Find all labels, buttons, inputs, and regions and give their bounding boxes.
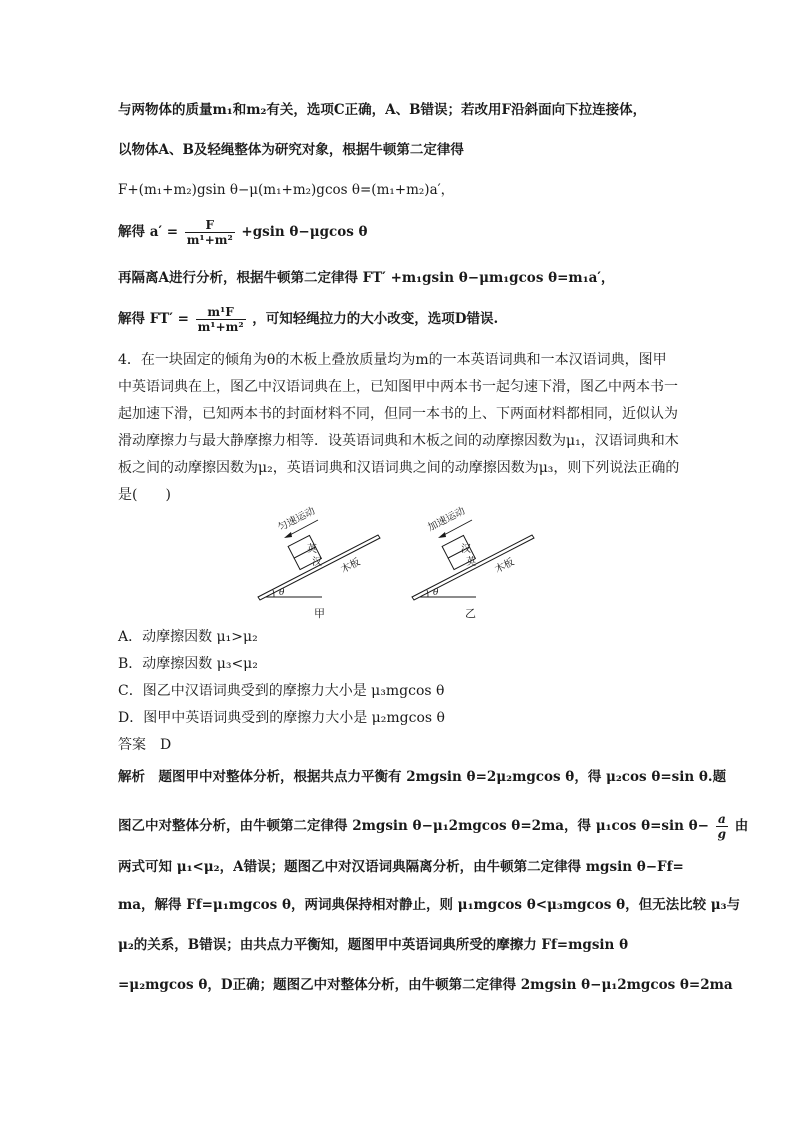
angle-label: θ	[433, 588, 439, 598]
derivation-line-1: 与两物体的质量m₁和m₂有关，选项C正确，A、B错误；若改用F沿斜面向下拉连接体，	[118, 102, 647, 118]
motion-label: 加速运动	[426, 505, 468, 534]
fraction-denominator: m¹+m²	[197, 320, 244, 334]
solve-label: 解得 a′ =	[118, 224, 179, 240]
answer-row	[118, 735, 171, 755]
incline-figure	[250, 505, 550, 625]
derivation-line-5: 再隔离A进行分析，根据牛顿第二定律得 FT′ +m₁gsin θ−μm₁gcos θ=m₁a′，	[118, 270, 615, 286]
top-book-label: 英	[307, 544, 317, 555]
question-line: 是( )	[118, 487, 171, 503]
caption-jia: 甲	[314, 607, 325, 620]
analysis-text: 图乙中对整体分析，由牛顿第二定律得 2mgsin θ−μ₁2mgcos θ=2ma，得 μ₁cos θ=sin θ−	[118, 818, 709, 834]
angle-label: θ	[279, 588, 285, 598]
derivation-line-2: 以物体A、B及轻绳整体为研究对象，根据牛顿第二定律得	[118, 142, 464, 158]
analysis-line-2	[118, 812, 748, 841]
analysis-text: 由	[734, 818, 749, 834]
solve-label: 解得 FT′ =	[118, 311, 189, 327]
analysis-line-4: ma，解得 Ff=μ₁mgcos θ，两词典保持相对静止，则 μ₁mgcos θ<μ₃mgcos θ，但无法比较 μ₃与	[118, 897, 741, 913]
answer-value: D	[160, 737, 172, 753]
fraction	[185, 218, 235, 247]
caption-yi: 乙	[465, 607, 476, 620]
analysis-line-3: 两式可知 μ₁<μ₂，A错误；题图乙中对汉语词典隔离分析，由牛顿第二定律得 mgsin θ−Ff=	[118, 859, 684, 875]
option-b: B．动摩擦因数 μ₃<μ₂	[118, 656, 258, 672]
derivation-line-6	[118, 305, 498, 334]
fraction-numerator: F	[185, 218, 235, 233]
analysis-line-1: 解析 题图甲中对整体分析，根据共点力平衡有 2mgsin θ=2μ₂mgcos θ，得 μ₂cos θ=sin θ.题	[118, 769, 727, 785]
diagram-jia	[258, 505, 380, 620]
fraction	[196, 305, 246, 334]
option-a: A．动摩擦因数 μ₁>μ₂	[118, 629, 258, 645]
fraction-numerator: a	[716, 812, 728, 827]
motion-label: 匀速运动	[276, 505, 318, 534]
analysis-line-6: =μ₂mgcos θ，D正确；题图乙中对整体分析，由牛顿第二定律得 2mgsin θ−μ₁2mgcos θ=2ma	[118, 977, 733, 993]
arrow-head-icon	[284, 532, 292, 538]
derivation-line-4	[118, 218, 368, 247]
top-book-label: 汉	[461, 544, 471, 555]
fraction	[716, 812, 728, 841]
board-label: 木板	[339, 556, 363, 576]
fraction-denominator: g	[717, 827, 727, 841]
conclusion-text: ，可知轻绳拉力的大小改变，选项D错误.	[252, 311, 499, 327]
bottom-book-label: 英	[466, 557, 476, 568]
derivation-equation-1: F+(m₁+m₂)gsin θ−μ(m₁+m₂)gcos θ=(m₁+m₂)a′，	[118, 182, 455, 198]
fraction-denominator: m¹+m²	[186, 233, 233, 247]
question-line: 起加速下滑，已知两本书的封面材料不同，但同一本书的上、下两面材料都相同，近似认为	[118, 406, 678, 422]
question-line: 中英语词典在上，图乙中汉语词典在上，已知图甲中两本书一起匀速下滑，图乙中两本书一	[118, 379, 678, 395]
question-line: 板之间的动摩擦因数为μ₂，英语词典和汉语词典之间的动摩擦因数为μ₃，则下列说法正确的	[118, 460, 680, 476]
option-c: C．图乙中汉语词典受到的摩擦力大小是 μ₃mgcos θ	[118, 683, 445, 699]
option-d: D．图甲中英语词典受到的摩擦力大小是 μ₂mgcos θ	[118, 710, 445, 726]
arrow-head-icon	[438, 532, 446, 538]
equation-rest: +gsin θ−μgcos θ	[241, 224, 368, 240]
question-4	[118, 347, 679, 509]
diagram-yi	[412, 505, 534, 620]
answer-label: 答案	[118, 737, 146, 753]
fraction-numerator: m¹F	[196, 305, 246, 320]
board-label: 木板	[493, 556, 517, 576]
question-line: 4．在一块固定的倾角为θ的木板上叠放质量均为m的一本英语词典和一本汉语词典，图甲	[118, 352, 667, 368]
bottom-book-label: 汉	[312, 557, 322, 568]
analysis-line-5: μ₂的关系，B错误；由共点力平衡知，题图甲中英语词典所受的摩擦力 Ff=mgsin θ	[118, 937, 629, 953]
question-line: 滑动摩擦力与最大静摩擦力相等．设英语词典和木板之间的动摩擦因数为μ₁，汉语词典和木	[118, 433, 679, 449]
